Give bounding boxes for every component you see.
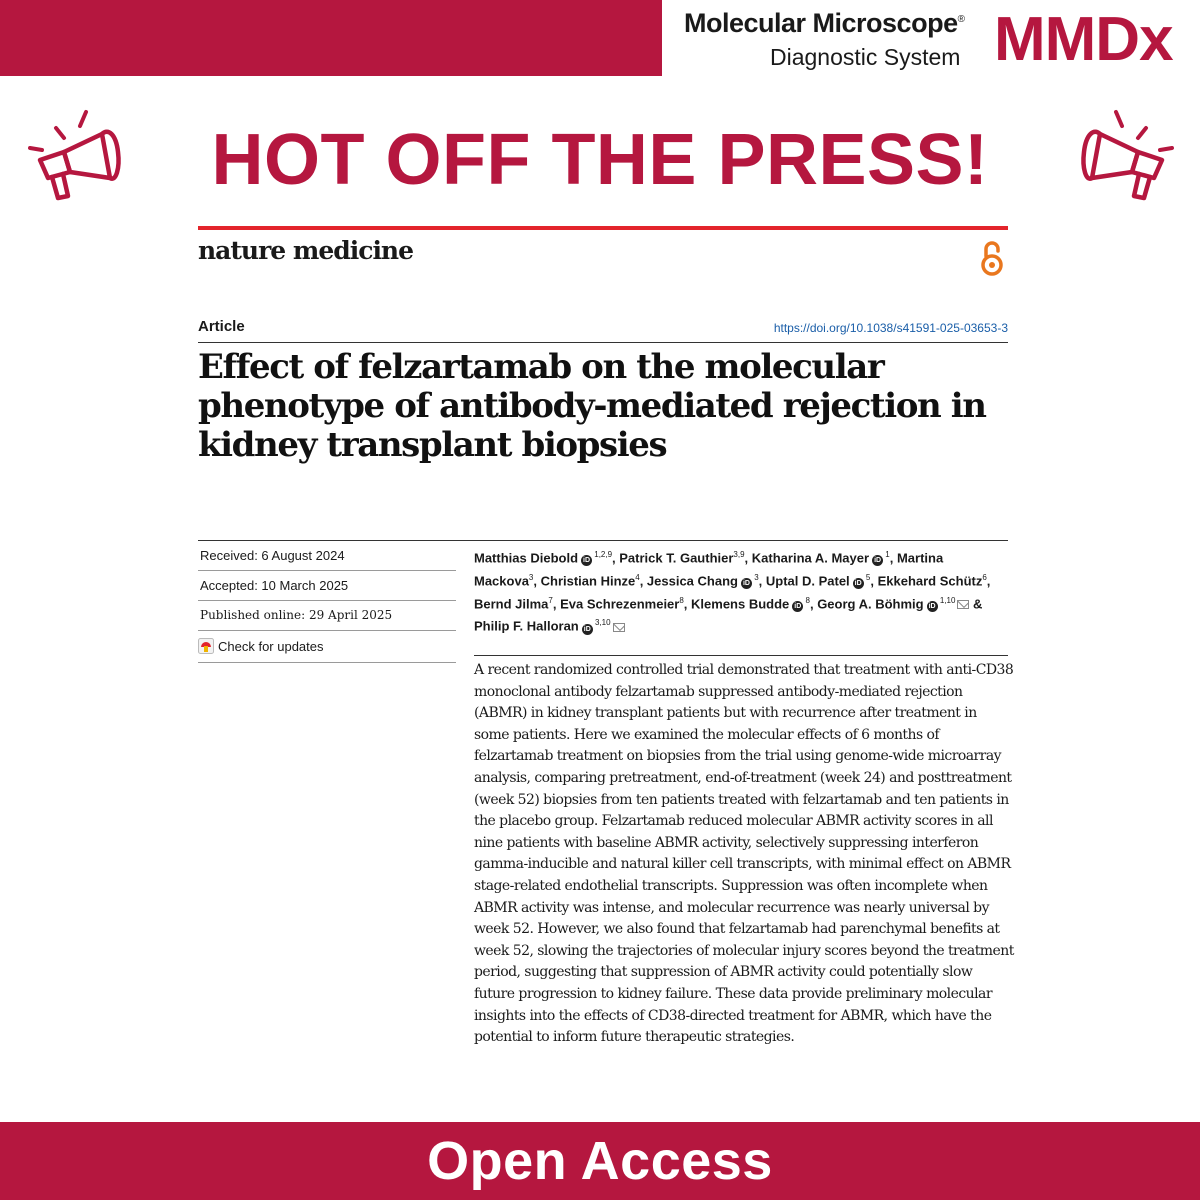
orcid-icon[interactable]: iD: [583, 625, 591, 633]
top-banner-bar: [0, 0, 662, 76]
meta-divider: [198, 662, 456, 663]
check-for-updates-icon: [198, 638, 214, 654]
open-access-lock-icon: [978, 240, 1006, 276]
author-name[interactable]: Bernd Jilma: [474, 595, 549, 611]
orcid-icon[interactable]: iD: [583, 557, 591, 565]
author-name[interactable]: Georg A. Böhmig: [817, 595, 924, 611]
meta-rule: [198, 540, 1008, 541]
received-date: Received: 6 August 2024: [200, 548, 345, 563]
abstract-text: A recent randomized controlled trial demonstrated that treatment with anti-CD38 monoclonal antibody felzartamab suppressed antibody-mediated rejection (ABMR) in kidney transplant patients but with recurrence after treatment in some patients. Here we examined the molecular effects of 6 months of felzartamab treatment on biopsies from the trial using genome-wide microarray analysis, comparing pretreatment, end-of-treatment (week 24) and posttreatment (week 52) biopsies from ten patients treated with felzartamab and ten patients in the placebo group. Felzartamab reduced molecular ABMR activity scores in all nine patients with baseline ABMR activity, selectively suppressing interferon gamma-inducible and natural killer cell transcripts, with minimal effect on ABMR stage-related endothelial transcripts. Suppression was often incomplete when ABMR activity was intense, and molecular recurrence was nearly universal by week 52. However, we also found that felzartamab had parenchymal benefits at week 52, slowing the trajectories of molecular injury scores beyond the treatment period, suggesting that suppression of ABMR activity could potentially slow future progression to kidney failure. These data provide preliminary molecular insights into the effects of CD38-directed treatment for ABMR, which have the potential to inform future therapeutic strategies.: [474, 662, 1014, 1046]
brand-name: Molecular Microscope®: [684, 8, 965, 38]
headline: HOT OFF THE PRESS!: [211, 120, 989, 200]
author-affiliation: 3: [751, 572, 759, 582]
brand-mmdx: MMDx: [994, 5, 1173, 74]
author-list: Matthias Diebold iD $^{1,2,9}$, Patrick T. Gauthier$^{3,9}$, Katharina A. Mayer iD $^1$, Martina Mackova$^3$, Christian Hinze$^4$, Jessica Chang iD $^3$, Uptal D. Patel iD $^5$, Ekkehard Schütz$^6$, Bernd Jilma$^7$, Eva Schrezenmeier$^8$, Klemens Budde iD $^8$, Georg A. Böhmig iD $^{1,10}$ & Philip F. Halloran iD $^{3,10}$: [474, 550, 991, 634]
meta-divider: [198, 600, 456, 601]
open-access-label: Open Access: [427, 1131, 773, 1191]
author-affiliation: 7: [548, 595, 553, 605]
doi-link[interactable]: https://doi.org/10.1038/s41591-025-03653-3: [773, 321, 1008, 335]
megaphone-icon: [1072, 108, 1182, 208]
author-name[interactable]: Patrick T. Gauthier: [619, 550, 734, 566]
abstract-rule: [474, 655, 1008, 656]
meta-divider: [198, 570, 456, 571]
author-name[interactable]: Ekkehard Schütz: [877, 573, 983, 589]
author-name[interactable]: Philip F. Halloran: [474, 618, 579, 634]
author-name[interactable]: Christian Hinze: [540, 573, 636, 589]
author-affiliation: 1: [883, 550, 890, 559]
author-affiliation: 6: [982, 572, 987, 582]
accepted-date: Accepted: 10 March 2025: [200, 578, 349, 593]
email-icon[interactable]: [957, 600, 969, 609]
author-affiliation: 4: [635, 572, 640, 582]
orcid-icon[interactable]: iD: [928, 602, 936, 610]
article-title: Effect of felzartamab on the molecular phenotype of antibody-mediated rejection in kidney transplant biopsies: [198, 347, 986, 465]
bottom-banner-bar: [0, 1122, 1200, 1200]
title-rule: [198, 342, 1008, 343]
author-affiliation: 1,10: [937, 595, 956, 605]
orcid-icon[interactable]: iD: [742, 580, 750, 588]
author-name[interactable]: Uptal D. Patel: [765, 573, 850, 589]
author-name[interactable]: Martina Mackova: [474, 550, 944, 589]
check-for-updates-label: Check for updates: [218, 638, 324, 654]
check-for-updates-button[interactable]: [198, 638, 324, 654]
author-affiliation: 1,2,9: [592, 550, 613, 559]
email-icon[interactable]: [613, 623, 625, 632]
author-name[interactable]: Matthias Diebold: [474, 550, 579, 566]
brand-logo: [684, 6, 1194, 74]
journal-name: nature medicine: [198, 236, 414, 265]
author-affiliation: 8: [679, 595, 684, 605]
author-affiliation: 3,9: [733, 550, 745, 559]
journal-header-rule: [198, 226, 1008, 230]
author-name[interactable]: Jessica Chang: [646, 573, 738, 589]
megaphone-icon: [20, 108, 130, 208]
orcid-icon[interactable]: iD: [874, 557, 882, 565]
author-affiliation: 5: [863, 572, 871, 582]
author-affiliation: 3: [528, 572, 534, 582]
author-name[interactable]: Klemens Budde: [691, 595, 790, 611]
author-affiliation: 3,10: [592, 618, 611, 628]
brand-subtitle: Diagnostic System: [770, 44, 961, 70]
article-type: Article: [198, 318, 245, 335]
meta-divider: [198, 630, 456, 631]
orcid-icon[interactable]: iD: [854, 580, 862, 588]
orcid-icon[interactable]: iD: [794, 602, 802, 610]
author-name[interactable]: Katharina A. Mayer: [751, 550, 870, 566]
author-name[interactable]: Eva Schrezenmeier: [560, 595, 680, 611]
published-date: Published online: 29 April 2025: [200, 608, 393, 622]
author-affiliation: 8: [803, 595, 810, 605]
